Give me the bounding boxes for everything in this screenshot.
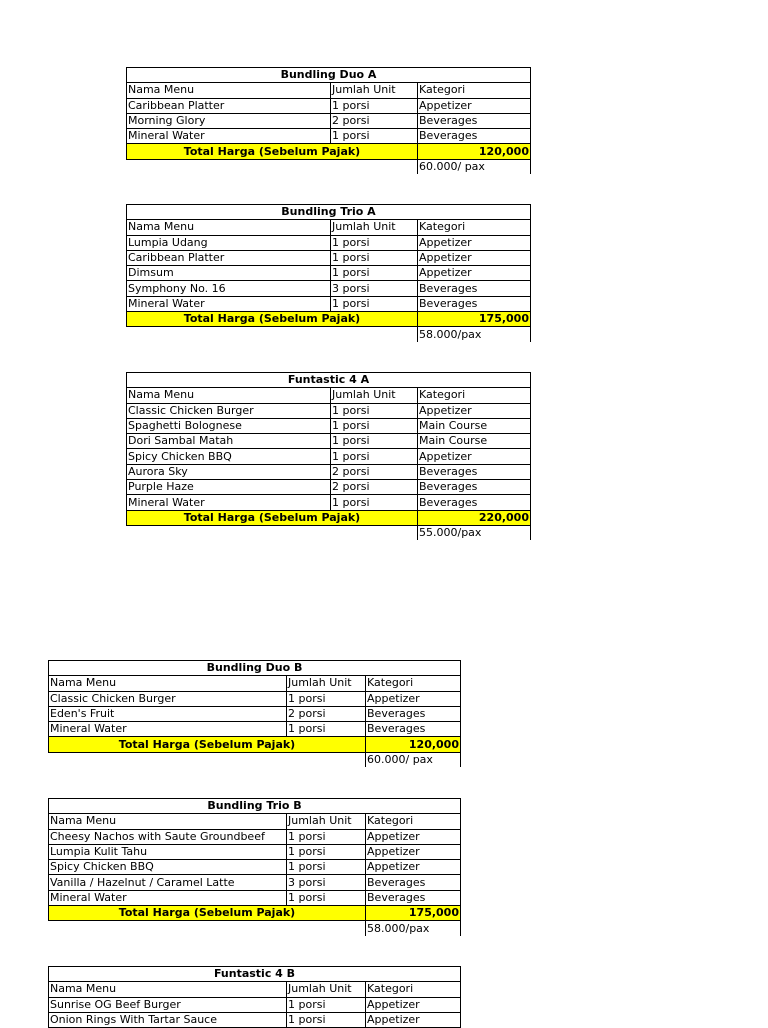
bundle-title: Bundling Duo B: [49, 661, 461, 676]
total-row: [127, 510, 531, 525]
qty-cell: 3 porsi: [331, 281, 418, 296]
header-category: Kategori: [366, 676, 461, 691]
qty-cell: 1 porsi: [331, 129, 418, 144]
category-cell: Beverages: [366, 890, 461, 905]
table-header-row: [49, 814, 461, 829]
qty-cell: 1 porsi: [331, 434, 418, 449]
header-qty: Jumlah Unit: [331, 83, 418, 98]
menu-name-cell: Eden's Fruit: [49, 706, 287, 721]
qty-cell: 1 porsi: [331, 403, 418, 418]
category-cell: Appetizer: [418, 98, 531, 113]
per-pax-row: [49, 752, 461, 767]
bundle-table-funtastic-4-b: [48, 966, 461, 1028]
table-row: [49, 722, 461, 737]
table-row: [127, 495, 531, 510]
qty-cell: 1 porsi: [331, 449, 418, 464]
table-row: [49, 844, 461, 859]
category-cell: Beverages: [366, 875, 461, 890]
table-row: [49, 997, 461, 1012]
category-cell: Beverages: [366, 706, 461, 721]
per-pax-price: 55.000/pax: [418, 525, 531, 540]
menu-name-cell: Sunrise OG Beef Burger: [49, 997, 287, 1012]
qty-cell: 2 porsi: [331, 464, 418, 479]
bundle-table-duo-b: [48, 660, 461, 767]
menu-name-cell: Mineral Water: [49, 722, 287, 737]
bundle-table-funtastic-4-a: [126, 372, 531, 540]
per-pax-row: [49, 921, 461, 936]
total-label: Total Harga (Sebelum Pajak): [49, 906, 366, 921]
per-pax-row: [127, 525, 531, 540]
bundle-title: Bundling Trio B: [49, 799, 461, 814]
header-name: Nama Menu: [127, 388, 331, 403]
total-label: Total Harga (Sebelum Pajak): [127, 144, 418, 159]
category-cell: Main Course: [418, 418, 531, 433]
qty-cell: 2 porsi: [287, 706, 366, 721]
qty-cell: 1 porsi: [287, 691, 366, 706]
bundle-title: Bundling Duo A: [127, 68, 531, 83]
menu-name-cell: Lumpia Kulit Tahu: [49, 844, 287, 859]
per-pax-row: [127, 327, 531, 342]
table-row: [49, 691, 461, 706]
qty-cell: 1 porsi: [287, 829, 366, 844]
header-name: Nama Menu: [49, 982, 287, 997]
table-row: [127, 296, 531, 311]
category-cell: Appetizer: [366, 860, 461, 875]
total-value: 175,000: [366, 906, 461, 921]
category-cell: Beverages: [418, 129, 531, 144]
total-row: [49, 906, 461, 921]
header-category: Kategori: [418, 83, 531, 98]
table-header-row: [49, 982, 461, 997]
total-value: 220,000: [418, 510, 531, 525]
total-value: 120,000: [418, 144, 531, 159]
qty-cell: 1 porsi: [331, 98, 418, 113]
category-cell: Appetizer: [418, 235, 531, 250]
total-value: 120,000: [366, 737, 461, 752]
per-pax-price: 60.000/ pax: [418, 159, 531, 174]
bundle-title: Funtastic 4 B: [49, 967, 461, 982]
table-row: [127, 266, 531, 281]
header-category: Kategori: [366, 814, 461, 829]
total-row: [127, 312, 531, 327]
header-qty: Jumlah Unit: [331, 388, 418, 403]
qty-cell: 1 porsi: [331, 235, 418, 250]
qty-cell: 1 porsi: [331, 250, 418, 265]
menu-name-cell: Classic Chicken Burger: [49, 691, 287, 706]
menu-name-cell: Mineral Water: [127, 495, 331, 510]
category-cell: Appetizer: [366, 1012, 461, 1027]
header-qty: Jumlah Unit: [331, 220, 418, 235]
total-label: Total Harga (Sebelum Pajak): [49, 737, 366, 752]
category-cell: Beverages: [366, 722, 461, 737]
total-label: Total Harga (Sebelum Pajak): [127, 510, 418, 525]
menu-name-cell: Mineral Water: [127, 129, 331, 144]
per-pax-price: 58.000/pax: [366, 921, 461, 936]
menu-name-cell: Cheesy Nachos with Saute Groundbeef: [49, 829, 287, 844]
table-row: [127, 98, 531, 113]
table-row: [127, 281, 531, 296]
per-pax-row: [127, 159, 531, 174]
category-cell: Appetizer: [418, 250, 531, 265]
bundle-title: Bundling Trio A: [127, 205, 531, 220]
category-cell: Appetizer: [418, 403, 531, 418]
total-label: Total Harga (Sebelum Pajak): [127, 312, 418, 327]
qty-cell: 1 porsi: [287, 997, 366, 1012]
menu-name-cell: Purple Haze: [127, 480, 331, 495]
table-row: [127, 418, 531, 433]
header-name: Nama Menu: [49, 814, 287, 829]
category-cell: Appetizer: [418, 266, 531, 281]
qty-cell: 1 porsi: [287, 722, 366, 737]
qty-cell: 1 porsi: [331, 495, 418, 510]
bundle-table-trio-b: [48, 798, 461, 936]
total-value: 175,000: [418, 312, 531, 327]
category-cell: Appetizer: [418, 449, 531, 464]
header-category: Kategori: [418, 220, 531, 235]
menu-name-cell: Classic Chicken Burger: [127, 403, 331, 418]
qty-cell: 2 porsi: [331, 113, 418, 128]
header-qty: Jumlah Unit: [287, 814, 366, 829]
table-row: [127, 449, 531, 464]
table-header-row: [49, 676, 461, 691]
table-row: [127, 129, 531, 144]
header-qty: Jumlah Unit: [287, 676, 366, 691]
table-row: [49, 829, 461, 844]
qty-cell: 2 porsi: [331, 480, 418, 495]
bundle-title: Funtastic 4 A: [127, 373, 531, 388]
category-cell: Appetizer: [366, 997, 461, 1012]
header-name: Nama Menu: [49, 676, 287, 691]
menu-name-cell: Spicy Chicken BBQ: [127, 449, 331, 464]
menu-name-cell: Mineral Water: [127, 296, 331, 311]
qty-cell: 1 porsi: [287, 844, 366, 859]
bundle-table-duo-a: [126, 67, 531, 174]
category-cell: Appetizer: [366, 691, 461, 706]
header-name: Nama Menu: [127, 220, 331, 235]
table-row: [127, 250, 531, 265]
qty-cell: 1 porsi: [331, 266, 418, 281]
header-category: Kategori: [366, 982, 461, 997]
table-row: [127, 403, 531, 418]
menu-name-cell: Spicy Chicken BBQ: [49, 860, 287, 875]
category-cell: Beverages: [418, 281, 531, 296]
bundle-table-trio-a: [126, 204, 531, 342]
table-row: [127, 235, 531, 250]
total-row: [127, 144, 531, 159]
menu-name-cell: Symphony No. 16: [127, 281, 331, 296]
menu-name-cell: Spaghetti Bolognese: [127, 418, 331, 433]
table-row: [49, 1012, 461, 1027]
table-row: [49, 860, 461, 875]
menu-name-cell: Caribbean Platter: [127, 250, 331, 265]
category-cell: Beverages: [418, 113, 531, 128]
qty-cell: 1 porsi: [287, 1012, 366, 1027]
table-row: [49, 890, 461, 905]
menu-name-cell: Lumpia Udang: [127, 235, 331, 250]
menu-name-cell: Dori Sambal Matah: [127, 434, 331, 449]
menu-name-cell: Vanilla / Hazelnut / Caramel Latte: [49, 875, 287, 890]
table-row: [127, 113, 531, 128]
qty-cell: 1 porsi: [331, 296, 418, 311]
table-header-row: [127, 388, 531, 403]
category-cell: Main Course: [418, 434, 531, 449]
table-row: [127, 434, 531, 449]
menu-name-cell: Dimsum: [127, 266, 331, 281]
qty-cell: 1 porsi: [287, 890, 366, 905]
menu-name-cell: Onion Rings With Tartar Sauce: [49, 1012, 287, 1027]
total-row: [49, 737, 461, 752]
category-cell: Beverages: [418, 464, 531, 479]
table-header-row: [127, 220, 531, 235]
menu-name-cell: Morning Glory: [127, 113, 331, 128]
menu-name-cell: Caribbean Platter: [127, 98, 331, 113]
qty-cell: 1 porsi: [331, 418, 418, 433]
per-pax-price: 58.000/pax: [418, 327, 531, 342]
table-row: [127, 480, 531, 495]
qty-cell: 1 porsi: [287, 860, 366, 875]
menu-name-cell: Mineral Water: [49, 890, 287, 905]
category-cell: Beverages: [418, 480, 531, 495]
category-cell: Beverages: [418, 296, 531, 311]
header-qty: Jumlah Unit: [287, 982, 366, 997]
category-cell: Appetizer: [366, 844, 461, 859]
table-header-row: [127, 83, 531, 98]
table-row: [49, 706, 461, 721]
per-pax-price: 60.000/ pax: [366, 752, 461, 767]
category-cell: Appetizer: [366, 829, 461, 844]
header-category: Kategori: [418, 388, 531, 403]
menu-name-cell: Aurora Sky: [127, 464, 331, 479]
table-row: [127, 464, 531, 479]
header-name: Nama Menu: [127, 83, 331, 98]
table-row: [49, 875, 461, 890]
qty-cell: 3 porsi: [287, 875, 366, 890]
category-cell: Beverages: [418, 495, 531, 510]
